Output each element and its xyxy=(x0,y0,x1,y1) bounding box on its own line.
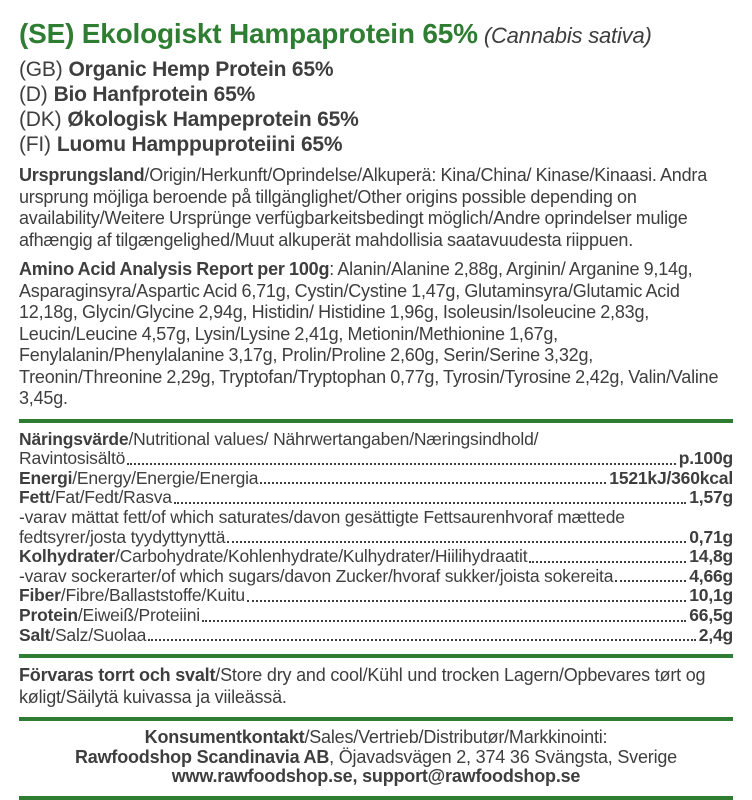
nutrition-row xyxy=(19,567,733,587)
product-title-latin: (Cannabis sativa) xyxy=(483,23,652,48)
language-line-fi xyxy=(19,132,733,157)
amino-acid-label: Amino Acid Analysis Report per 100g xyxy=(19,259,330,280)
contact-line-3: www.rawfoodshop.se, support@rawfoodshop.se xyxy=(171,766,581,787)
dotted-leader xyxy=(202,620,686,622)
nutrition-row xyxy=(19,508,733,528)
company-name: Rawfoodshop Scandinavia AB xyxy=(74,746,330,767)
nutrition-value: 10,1g xyxy=(689,585,733,606)
nutrition-value: 2,4g xyxy=(698,624,733,645)
storage-paragraph xyxy=(19,665,733,708)
nutrition-label: Näringsvärde/Nutritional values/ Nährwertangaben/Næringsindhold/ xyxy=(19,428,539,449)
contact-label: Konsumentkontakt xyxy=(144,727,305,748)
amino-acid-text: : Alanin/Alanine 2,88g, Arginin/ Arganine 9,14g, Asparaginsyra/Aspartic Acid 6,71g, Cystin/Cystine 1,47g, Glutaminsyra/Glutamic Acid 12,18g, Glycin/Glycine 2,94g, Histidin/ Histidine 1,96g, Isoleusin/Isoleucine 2,83g, Leucin/Leucine 4,57g, Lysin/Lysine 2,41g, Metionin/Methionine 1,67g, Fenylalanin/Phenylalanine 3,17g, Prolin/Proline 2,60g, Serin/Serine 3,32g, Treonin/Threonine 2,29g, Tryptofan/Tryptophan 0,77g, Tyrosin/Tyrosine 2,42g, Valin/Valine 3,45g. xyxy=(19,259,719,409)
dotted-leader xyxy=(615,580,686,582)
nutrition-value: 1521kJ/360kcal xyxy=(609,467,733,488)
storage-text: /Store dry and cool/Kühl und trocken Lagern/Opbevares tørt og køligt/Säilytä kuivassa ja viileässä. xyxy=(19,665,706,707)
nutrition-label: Fiber/Fibre/Ballaststoffe/Kuitu xyxy=(19,585,245,606)
language-code: (FI) xyxy=(19,133,51,157)
nutrition-value: 0,71g xyxy=(689,526,733,547)
language-line-d xyxy=(19,82,733,107)
origin-paragraph xyxy=(19,165,733,251)
nutrition-row xyxy=(19,626,733,646)
language-code: (D) xyxy=(19,83,48,107)
nutrition-row xyxy=(19,469,733,489)
nutrition-label: -varav mättat fett/of which saturates/davon gesättigte Fettsaurenhvoraf mættede xyxy=(19,507,625,528)
contact-line-1: Konsumentkontakt/Sales/Vertrieb/Distributør/Markkinointi: xyxy=(144,727,608,748)
nutrition-row xyxy=(19,547,733,567)
product-title-se: (SE) Ekologiskt Hampaprotein 65% xyxy=(19,18,478,49)
dotted-leader xyxy=(148,639,696,641)
language-code: (DK) xyxy=(19,108,62,132)
nutrition-row xyxy=(19,586,733,606)
nutrition-label: fedtsyrer/josta tyydyttynyttä xyxy=(19,526,226,547)
contact-line-2 xyxy=(19,748,733,768)
nutrition-row xyxy=(19,488,733,508)
divider-rule-bottom xyxy=(19,796,733,800)
nutrition-label: Protein/Eiweiß/Proteiini xyxy=(19,605,200,626)
language-name: Økologisk Hampeprotein 65% xyxy=(67,108,359,132)
origin-text: /Origin/Herkunft/Oprindelse/Alkuperä: Kina/China/ Kinase/Kinaasi. Andra ursprung möjliga beroende på tillgänglighet/Other origins possible depending on availability/Weitere Ursprünge verfügbarkeitsbedingt möglich/Andre oprindelser mulige afhængig af tilgængelighed/Muut alkuperät mahdollisia saatavuudesta riippuen. xyxy=(19,165,708,250)
nutrition-label: Fett/Fat/Fedt/Rasva xyxy=(19,487,172,508)
nutrition-value: 14,8g xyxy=(689,546,733,567)
dotted-leader xyxy=(247,600,686,602)
company-address: , Öjavadsvägen 2, 374 36 Svängsta, Sverige xyxy=(329,746,677,767)
language-code: (GB) xyxy=(19,58,63,82)
dotted-leader xyxy=(227,541,686,543)
storage-label: Förvaras torrt och svalt xyxy=(19,665,216,686)
nutrition-label: Kolhydrater/Carbohydrate/Kohlenhydrate/Kulhydrater/Hiilihydraatit xyxy=(19,546,528,567)
nutrition-value: 66,5g xyxy=(689,605,733,626)
dotted-leader xyxy=(260,482,606,484)
divider-rule-top xyxy=(19,419,733,423)
origin-label: Ursprungsland xyxy=(19,165,145,186)
language-name: Organic Hemp Protein 65% xyxy=(68,58,334,82)
dotted-leader xyxy=(127,463,676,465)
nutrition-row xyxy=(19,449,733,469)
language-line-gb xyxy=(19,57,733,82)
contact-block xyxy=(19,728,733,787)
divider-rule-contact xyxy=(19,717,733,721)
nutrition-label: Energi/Energy/Energie/Energia xyxy=(19,467,259,488)
dotted-leader xyxy=(529,561,686,563)
nutrition-value: p.100g xyxy=(678,448,733,469)
nutrition-value: 1,57g xyxy=(689,487,733,508)
divider-rule-middle xyxy=(19,654,733,658)
nutrition-label: -varav sockerarter/of which sugars/davon Zucker/hvoraf sukker/joista sokereita xyxy=(19,565,614,586)
dotted-leader xyxy=(174,502,686,504)
nutrition-value: 4,66g xyxy=(689,565,733,586)
nutrition-row xyxy=(19,430,733,450)
product-title xyxy=(19,18,733,50)
amino-acid-paragraph xyxy=(19,259,733,410)
language-name: Luomu Hamppuproteiini 65% xyxy=(56,133,343,157)
nutrition-label: Ravintosisältö xyxy=(19,448,126,469)
nutrition-table xyxy=(19,430,733,646)
nutrition-label: Salt/Salz/Suolaa xyxy=(19,624,147,645)
language-name: Bio Hanfprotein 65% xyxy=(53,83,256,107)
nutrition-row xyxy=(19,528,733,548)
nutrition-row xyxy=(19,606,733,626)
language-line-dk xyxy=(19,107,733,132)
